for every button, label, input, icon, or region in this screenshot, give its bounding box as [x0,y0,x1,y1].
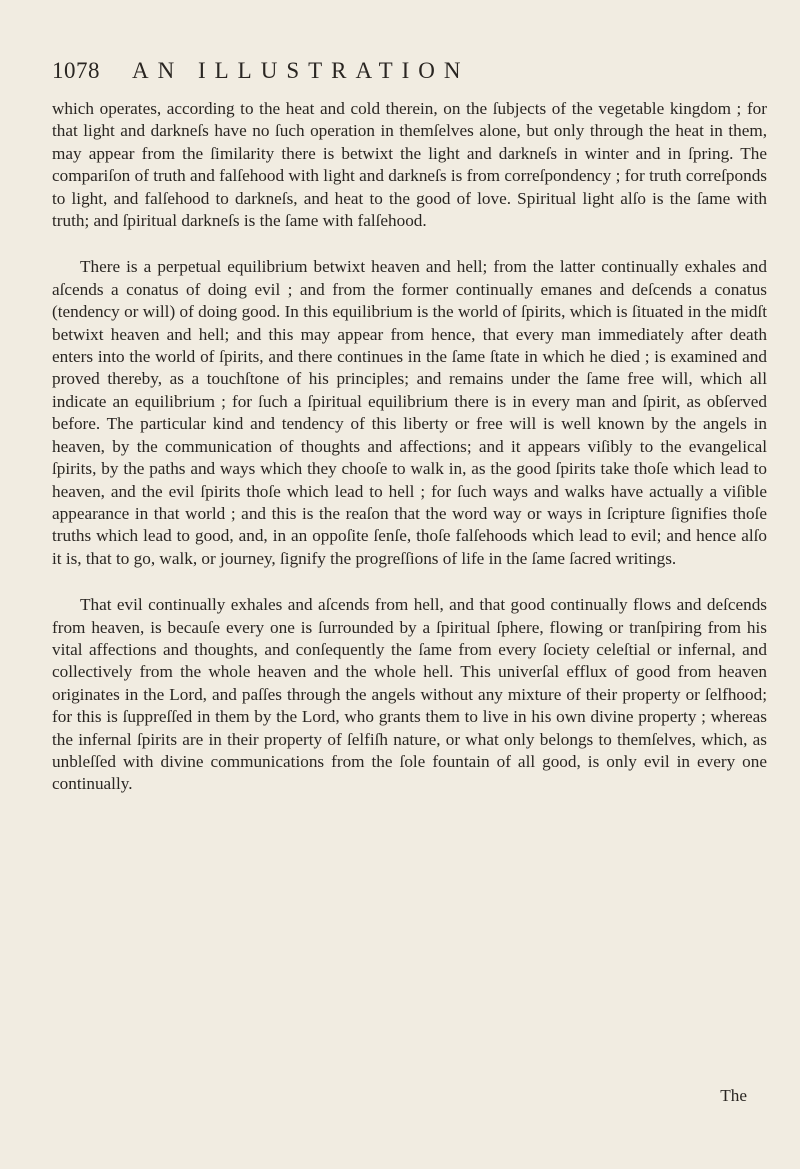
running-head: AN ILLUSTRATION [132,58,470,83]
paragraph-equilibrium: There is a perpetual equilibrium betwixt heaven and hell; from the latter continually exhales and aſcends a conatus of doing evil ; and from the former continually emanes and deſcends a conatus (tendency or will) of doing good. In this equilibrium is the world of ſpirits, which is ſituated in the midſt betwixt heaven and hell; and this may appear from hence, that every man immediately after death enters into the world of ſpirits, and there continues in the ſame ſtate in which he died ; is examined and proved thereby, as a touchſtone of his principles; and remains under the ſame free will, which all indicate an equilibrium ; for ſuch a ſpiritual equilibrium there is in every man and ſpirit, as obſerved before. The particular kind and tendency of this liberty or free will is well known by the angels in heaven, by the communication of thoughts and affections; and it appears viſibly to the evangelical ſpirits, by the paths and ways which they chooſe to walk in, as the good ſpirits take thoſe which lead to heaven, and the evil ſpirits thoſe which lead to hell ; for ſuch ways and walks have actually a viſible appearance in that world ; and this is the reaſon that the word way or ways in ſcripture ſignifies thoſe truths which lead to good, and, in an oppoſite ſenſe, thoſe falſehoods which lead to evil; and hence alſo it is, that to go, walk, or journey, ſignify the progreſſions of life in the ſame ſacred writings. [52,257,767,568]
page-number: 1078 [52,58,100,83]
catchword: The [720,1086,747,1105]
book-page [52,58,767,1148]
body-text [52,98,767,796]
paragraph-efflux: That evil continually exhales and aſcends from hell, and that good continually flows and deſcends from heaven, is becauſe every one is ſurrounded by a ſpiritual ſphere, flowing or tranſpiring from his vital affections and thoughts, and conſequently the ſame from every ſociety celeſtial or infernal, and collectively from the whole heaven and the whole hell. This univerſal efflux of good from heaven originates in the Lord, and paſſes through the angels without any mixture of their property or ſelfhood; for this is ſuppreſſed in them by the Lord, who grants them to live in his own divine property ; whereas the infernal ſpirits are in their property of ſelfiſh nature, or what only belongs to themſelves, which, as unbleſſed with divine communications from the ſole fountain of all good, is only evil in every one continually. [52,595,767,794]
paragraph-continuation: which operates, according to the heat and cold therein, on the ſubjects of the vegetable kingdom ; for that light and darkneſs have no ſuch operation in themſelves alone, but only through the heat in them, may appear from the ſimilarity there is betwixt the light and darkneſs in winter and in ſpring. The compariſon of truth and falſehood with light and darkneſs is from correſpondency ; for truth correſponds to light, and falſehood to darkneſs, and heat to the good of love. Spiritual light alſo is the ſame with truth; and ſpiritual darkneſs is the ſame with falſehood. [52,99,767,231]
page-header [52,58,767,98]
